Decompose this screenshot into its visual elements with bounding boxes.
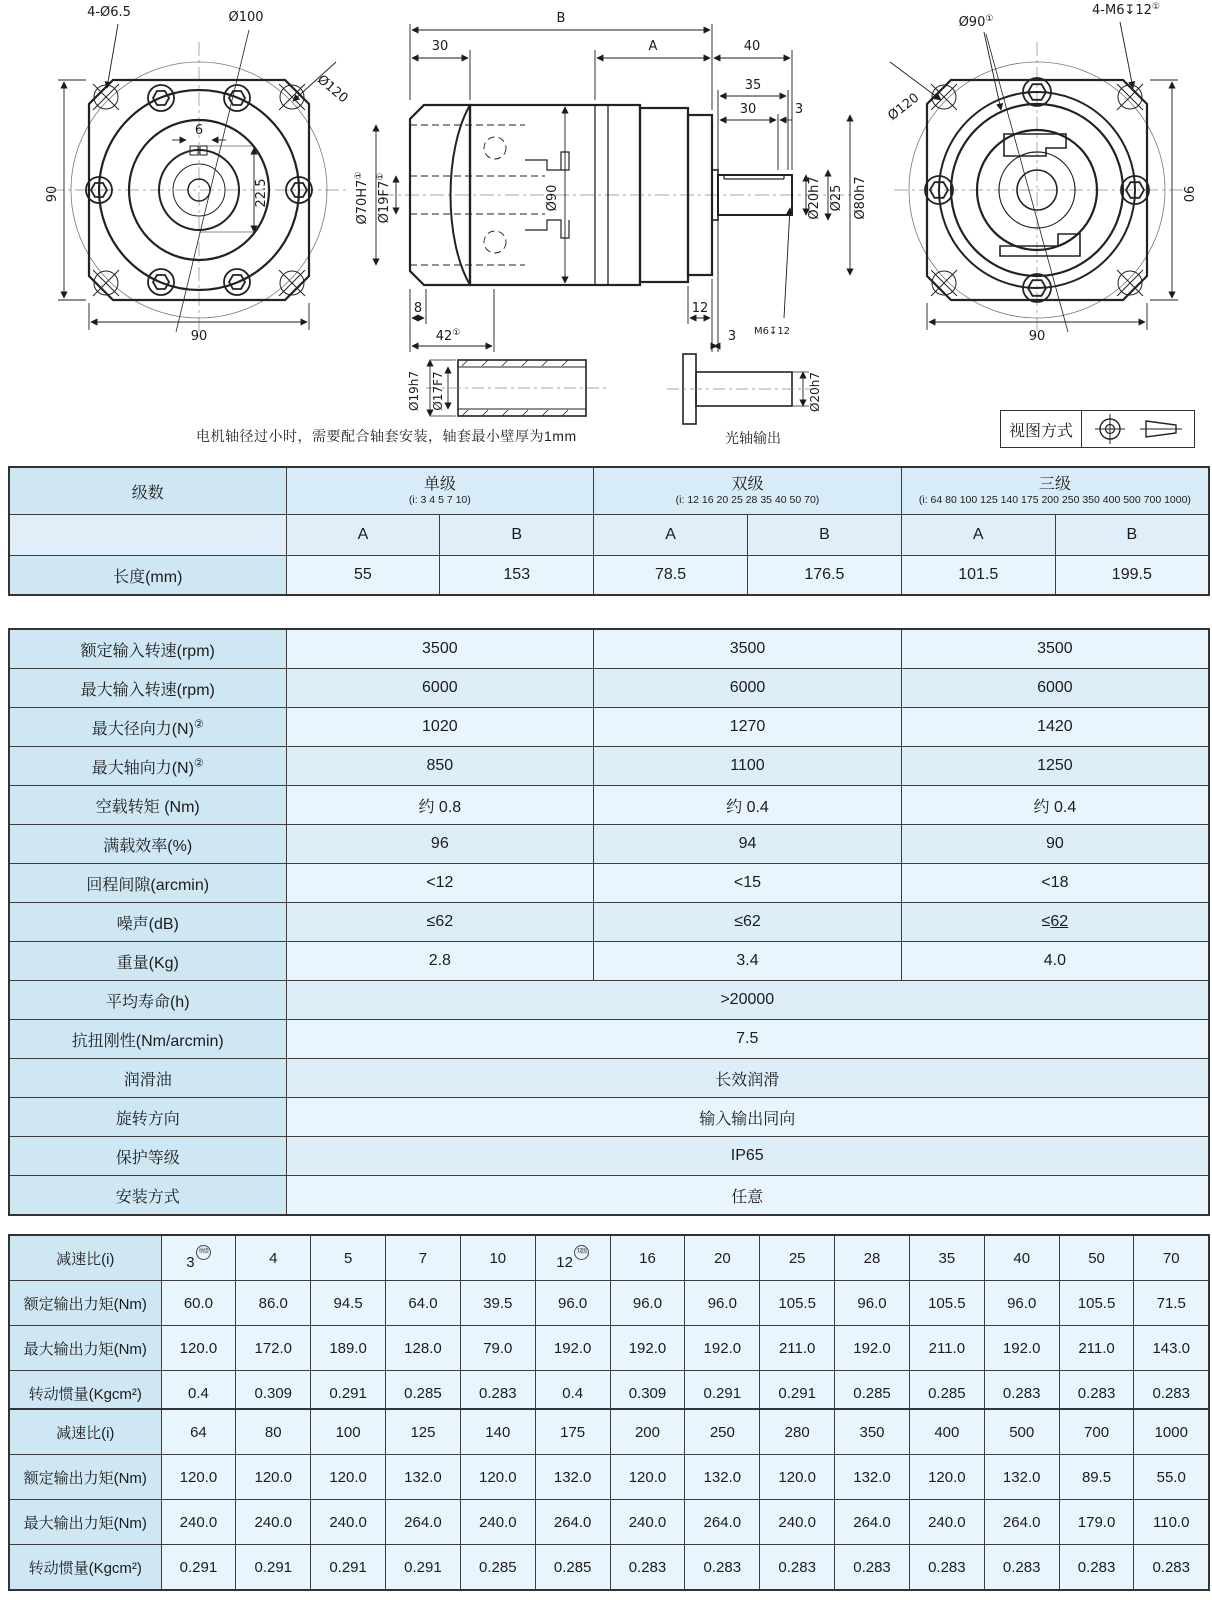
ratio-value: 0.283 (1134, 1545, 1209, 1591)
ratio-value: 0.309 (236, 1371, 311, 1417)
ratio-value: 0.285 (835, 1371, 910, 1417)
spec-value: 长效润滑 (286, 1059, 1209, 1098)
spec-row-label: 最大径向力(N)② (9, 708, 286, 747)
footnote-mark: ② (193, 757, 204, 770)
circled-annotation: 单级 (196, 1245, 211, 1260)
side-dim-3: 3 (727, 329, 737, 344)
spec-row-label: 噪声(dB) (9, 903, 286, 942)
spec-row-label: 抗扭刚性(Nm/arcmin) (9, 1020, 286, 1059)
spec-value: 3500 (594, 629, 902, 669)
ratio-value: 0.291 (311, 1371, 386, 1417)
front-key-width-dim: 6 (194, 123, 204, 138)
spec-row (9, 942, 1209, 981)
side-collar-dia-label: Ø25 (829, 184, 844, 212)
ratio-value: 132.0 (386, 1455, 461, 1500)
plain-shaft-dia-label: Ø20h7 (808, 372, 822, 412)
side-flange-width-dim: 12 (691, 301, 709, 316)
ratio-table-2 (8, 1408, 1210, 1591)
ratio-value: 120.0 (311, 1455, 386, 1500)
ratio-value: 5 (311, 1235, 386, 1281)
ratio-value: 120.0 (460, 1455, 535, 1500)
spec-value: <15 (594, 864, 902, 903)
side-body-dia-label: Ø90 (545, 184, 560, 212)
ratio-value: 120.0 (760, 1455, 835, 1500)
spec-value: 90 (901, 825, 1209, 864)
spec-value: 3.4 (594, 942, 902, 981)
spec-row (9, 1059, 1209, 1098)
ratio-value: 192.0 (984, 1326, 1059, 1371)
ratio-value: 0.283 (685, 1545, 760, 1591)
first-angle-target-icon (1095, 414, 1125, 444)
ratio-row-label: 额定输出力矩(Nm) (9, 1281, 161, 1326)
ratio-value: 250 (685, 1409, 760, 1455)
ratio-value: 264.0 (835, 1500, 910, 1545)
ratio-value: 240.0 (161, 1500, 236, 1545)
ratio-value: 0.283 (984, 1371, 1059, 1417)
side-flange-dia-label: Ø80h7 (853, 176, 868, 220)
spec-value: 7.5 (286, 1020, 1209, 1059)
ratio-row (9, 1281, 1209, 1326)
rear-view-labels (885, 2, 1195, 344)
ratio-value: 10 (460, 1235, 535, 1281)
ratio-value: 25 (760, 1235, 835, 1281)
ratio-value: 0.283 (1059, 1371, 1134, 1417)
rear-outer-circle-label: Ø120 (885, 90, 923, 124)
ratio-value: 96.0 (835, 1281, 910, 1326)
ratio-value: 105.5 (760, 1281, 835, 1326)
stage-length-table (8, 466, 1210, 596)
bushing-inner-dia-label: Ø17F7 (431, 371, 445, 411)
ratio-value: 264.0 (386, 1500, 461, 1545)
side-input-depth-dim: 30 (431, 39, 449, 54)
projection-symbols (1088, 414, 1188, 444)
spec-row (9, 1176, 1209, 1216)
stage-group-ratios: (i: 3 4 5 7 10) (408, 494, 471, 507)
rear-view-geometry (894, 34, 1188, 338)
ab-cell: B (1055, 515, 1209, 556)
rear-height-dim: 90 (1180, 185, 1195, 203)
ratio-value: 132.0 (835, 1455, 910, 1500)
spec-value: 约 0.4 (901, 786, 1209, 825)
ratio-value: 179.0 (1059, 1500, 1134, 1545)
length-value: 55 (286, 556, 440, 596)
spec-row (9, 708, 1209, 747)
spec-row-label: 最大轴向力(N)② (9, 747, 286, 786)
ratio-row-label: 额定输出力矩(Nm) (9, 1455, 161, 1500)
ratio-value: 16 (610, 1235, 685, 1281)
spec-value: 1020 (286, 708, 594, 747)
ratio-value: 79.0 (460, 1326, 535, 1371)
ratio-value: 175 (535, 1409, 610, 1455)
ab-blank-cell (9, 515, 286, 556)
ratio-value: 100 (311, 1409, 386, 1455)
ratio-value: 0.291 (760, 1371, 835, 1417)
stage-group-ratios: (i: 64 80 100 125 140 175 200 250 350 400 500 700 1000) (918, 494, 1191, 507)
spec-value: 6000 (286, 669, 594, 708)
ratio-value: 96.0 (610, 1281, 685, 1326)
ratio-value: 71.5 (1134, 1281, 1209, 1326)
spec-row (9, 786, 1209, 825)
ratio-value: 12双级 (535, 1235, 610, 1281)
ratio-value: 60.0 (161, 1281, 236, 1326)
ratio-row-label: 转动惯量(Kgcm²) (9, 1371, 161, 1417)
ratio-value: 64 (161, 1409, 236, 1455)
side-tap-callout-label: M6↧12 (753, 326, 791, 337)
ratio-value: 80 (236, 1409, 311, 1455)
ratio-value: 96.0 (685, 1281, 760, 1326)
ratio-value: 140 (460, 1409, 535, 1455)
spec-row (9, 669, 1209, 708)
spec-value: 4.0 (901, 942, 1209, 981)
ratio-row-label: 减速比(i) (9, 1235, 161, 1281)
ratio-value: 192.0 (610, 1326, 685, 1371)
circled-annotation: 双级 (574, 1245, 589, 1260)
ratio-value: 211.0 (1059, 1326, 1134, 1371)
ratio-value: 192.0 (535, 1326, 610, 1371)
rear-view-drawing (858, 0, 1212, 452)
ratio-value: 20 (685, 1235, 760, 1281)
ratio-row (9, 1326, 1209, 1371)
length-value: 153 (440, 556, 594, 596)
spec-value: 1100 (594, 747, 902, 786)
ratio-row-label: 减速比(i) (9, 1409, 161, 1455)
ab-cell: B (747, 515, 901, 556)
ab-cell: A (594, 515, 748, 556)
spec-row-label: 重量(Kg) (9, 942, 286, 981)
front-bolt-circle-label: Ø100 (228, 10, 264, 25)
technical-drawings-section (0, 0, 1212, 462)
ratio-value: 120.0 (236, 1455, 311, 1500)
rear-tap-callout-label: 4-M6↧12① (1092, 2, 1160, 18)
ratio-value: 211.0 (909, 1326, 984, 1371)
ratio-value: 7 (386, 1235, 461, 1281)
ratio-value: 0.291 (685, 1371, 760, 1417)
view-mode-box (1000, 410, 1195, 448)
ratio-value: 96.0 (535, 1281, 610, 1326)
spec-row (9, 825, 1209, 864)
length-value: 199.5 (1055, 556, 1209, 596)
ratio-value: 0.291 (386, 1545, 461, 1591)
ratio-value: 125 (386, 1409, 461, 1455)
spec-row-label: 空载转矩 (Nm) (9, 786, 286, 825)
front-width-dim: 90 (190, 329, 208, 344)
spec-table (8, 628, 1210, 1216)
length-label-cell: 长度(mm) (9, 556, 286, 596)
front-hub-dim: 22.5 (254, 178, 269, 208)
ratio-value: 172.0 (236, 1326, 311, 1371)
spec-value: 6000 (594, 669, 902, 708)
ratio-row-label: 最大输出力矩(Nm) (9, 1500, 161, 1545)
spec-value: 输入输出同向 (286, 1098, 1209, 1137)
side-dim-42: 42① (435, 328, 461, 344)
ratio-row (9, 1500, 1209, 1545)
side-shaft-dia-label: Ø20h7 (807, 176, 822, 220)
spec-row (9, 1020, 1209, 1059)
spec-value: <18 (901, 864, 1209, 903)
bushing-outer-dia-label: Ø19h7 (407, 371, 421, 411)
ratio-value: 192.0 (835, 1326, 910, 1371)
ratio-value: 40 (984, 1235, 1059, 1281)
ab-cell: A (901, 515, 1055, 556)
ratio-value: 240.0 (236, 1500, 311, 1545)
ratio-value: 0.283 (835, 1545, 910, 1591)
ratio-value: 3单级 (161, 1235, 236, 1281)
ratio-value: 28 (835, 1235, 910, 1281)
ratio-value: 120.0 (909, 1455, 984, 1500)
plain-shaft-drawing (655, 350, 855, 428)
side-shaft-len-dim: 40 (743, 39, 761, 54)
ratio-value: 105.5 (1059, 1281, 1134, 1326)
ratio-value: 0.283 (1134, 1371, 1209, 1417)
stage-group-double (594, 467, 902, 515)
plain-shaft-geometry (667, 354, 813, 424)
spec-row (9, 864, 1209, 903)
ratio-value: 700 (1059, 1409, 1134, 1455)
ratio-value: 192.0 (685, 1326, 760, 1371)
spec-value: 6000 (901, 669, 1209, 708)
spec-row (9, 1098, 1209, 1137)
ab-cell: B (440, 515, 594, 556)
ab-subheader-row (9, 515, 1209, 556)
ratio-value: 89.5 (1059, 1455, 1134, 1500)
spec-value: IP65 (286, 1137, 1209, 1176)
ratio-value: 240.0 (460, 1500, 535, 1545)
ratio-value: 240.0 (909, 1500, 984, 1545)
spec-value: 3500 (286, 629, 594, 669)
spec-value: 3500 (901, 629, 1209, 669)
spec-row-label: 满载效率(%) (9, 825, 286, 864)
ratio-value: 0.283 (1059, 1545, 1134, 1591)
ratio-value: 0.285 (386, 1371, 461, 1417)
ratio-value: 4 (236, 1235, 311, 1281)
bushing-geometry (426, 360, 610, 416)
spec-value: 94 (594, 825, 902, 864)
side-key-gap-dim: 3 (794, 102, 804, 117)
stage-group-name: 双级 (731, 475, 764, 493)
ratio-value: 1000 (1134, 1409, 1209, 1455)
rear-width-dim: 90 (1028, 329, 1046, 344)
front-height-dim: 90 (45, 185, 60, 203)
spec-value: ≤62 (901, 903, 1209, 942)
spec-row-label: 平均寿命(h) (9, 981, 286, 1020)
ratio-value: 35 (909, 1235, 984, 1281)
spec-row-label: 回程间隙(arcmin) (9, 864, 286, 903)
spec-row (9, 629, 1209, 669)
spec-row (9, 903, 1209, 942)
ratio-table-1 (8, 1234, 1210, 1417)
spec-row-label: 润滑油 (9, 1059, 286, 1098)
front-hole-callout-label: 4-Ø6.5 (87, 5, 131, 20)
ratio-value: 0.283 (610, 1545, 685, 1591)
spec-row-label: 旋转方向 (9, 1098, 286, 1137)
length-value: 101.5 (901, 556, 1055, 596)
ratio-value: 55.0 (1134, 1455, 1209, 1500)
spec-value: 任意 (286, 1176, 1209, 1216)
spec-row (9, 981, 1209, 1020)
spec-value: 约 0.8 (286, 786, 594, 825)
stage-group-triple (901, 467, 1209, 515)
ratio-value: 400 (909, 1409, 984, 1455)
stage-group-ratios: (i: 12 16 20 25 28 35 40 50 70) (675, 494, 820, 507)
ratio-value: 120.0 (161, 1326, 236, 1371)
length-value: 78.5 (594, 556, 748, 596)
ratio-value: 96.0 (984, 1281, 1059, 1326)
footnote-mark: ② (193, 718, 204, 731)
ratio-value: 0.285 (535, 1545, 610, 1591)
side-pilot-dia-label: Ø70H7① (354, 171, 370, 225)
ratio-value: 0.4 (535, 1371, 610, 1417)
spec-row-label: 安装方式 (9, 1176, 286, 1216)
ratio-value: 0.4 (161, 1371, 236, 1417)
ratio-value: 280 (760, 1409, 835, 1455)
spec-value: ≤62 (594, 903, 902, 942)
ratio-value: 120.0 (161, 1455, 236, 1500)
ratio-value: 128.0 (386, 1326, 461, 1371)
front-outer-circle-label: Ø120 (314, 72, 351, 107)
spec-row (9, 747, 1209, 786)
stage-header-row (9, 467, 1209, 515)
ratio-value: 132.0 (984, 1455, 1059, 1500)
ratio-value: 0.291 (311, 1545, 386, 1591)
stage-group-single (286, 467, 594, 515)
length-value: 176.5 (747, 556, 901, 596)
spec-value: 1420 (901, 708, 1209, 747)
ratio-value: 350 (835, 1409, 910, 1455)
ab-cell: A (286, 515, 440, 556)
spec-value: 1250 (901, 747, 1209, 786)
plain-shaft-caption: 光轴输出 (725, 430, 781, 446)
ratio-value: 0.291 (161, 1545, 236, 1591)
spec-value: 2.8 (286, 942, 594, 981)
ratio-value: 0.283 (760, 1545, 835, 1591)
ratio-value: 240.0 (311, 1500, 386, 1545)
first-angle-cone-icon (1140, 421, 1182, 437)
ratio-value: 0.291 (236, 1545, 311, 1591)
ratio-row (9, 1409, 1209, 1455)
ratio-value: 143.0 (1134, 1326, 1209, 1371)
side-view-labels (354, 11, 868, 344)
spec-row-label: 保护等级 (9, 1137, 286, 1176)
ratio-value: 0.283 (984, 1545, 1059, 1591)
stage-group-name: 单级 (423, 475, 456, 493)
spec-table-body (9, 629, 1209, 1215)
ratio-value: 0.285 (909, 1371, 984, 1417)
ratio-value: 500 (984, 1409, 1059, 1455)
ratio-value: 64.0 (386, 1281, 461, 1326)
stage-group-name: 三级 (1038, 475, 1071, 493)
spec-value: >20000 (286, 981, 1209, 1020)
ratio-value: 240.0 (760, 1500, 835, 1545)
ratio-value: 264.0 (685, 1500, 760, 1545)
front-view-drawing (14, 0, 370, 452)
ratio-value: 94.5 (311, 1281, 386, 1326)
side-overall-dim: B (556, 11, 566, 26)
ratio-row-label: 最大输出力矩(Nm) (9, 1326, 161, 1371)
ratio-table-2-body (9, 1409, 1209, 1590)
ratio-value: 189.0 (311, 1326, 386, 1371)
view-mode-label: 视图方式 (1001, 411, 1082, 447)
stage-label-cell: 级数 (9, 467, 286, 515)
view-mode-icons (1082, 411, 1194, 447)
length-row (9, 556, 1209, 596)
spec-row-label: 最大输入转速(rpm) (9, 669, 286, 708)
ratio-value: 264.0 (984, 1500, 1059, 1545)
ratio-value: 0.283 (909, 1545, 984, 1591)
ratio-value: 86.0 (236, 1281, 311, 1326)
spec-value: 850 (286, 747, 594, 786)
side-dim-8: 8 (413, 301, 423, 316)
side-view-dimensions (376, 24, 850, 352)
side-key-len-dim: 30 (739, 102, 757, 117)
spec-row (9, 1137, 1209, 1176)
ratio-value: 0.309 (610, 1371, 685, 1417)
ratio-value: 200 (610, 1409, 685, 1455)
ratio-row (9, 1235, 1209, 1281)
ratio-value: 50 (1059, 1235, 1134, 1281)
ratio-row (9, 1455, 1209, 1500)
spec-value: 1270 (594, 708, 902, 747)
ratio-row (9, 1545, 1209, 1591)
ratio-row-label: 转动惯量(Kgcm²) (9, 1545, 161, 1591)
ratio-value: 105.5 (909, 1281, 984, 1326)
underlined-value: 62 (1050, 913, 1069, 930)
side-bore-dia-label: Ø19F7① (376, 172, 392, 224)
ratio-value: 39.5 (460, 1281, 535, 1326)
ratio-value: 110.0 (1134, 1500, 1209, 1545)
ratio-value: 70 (1134, 1235, 1209, 1281)
bushing-detail-drawing (330, 352, 630, 424)
front-view-labels (45, 5, 350, 344)
ratio-value: 132.0 (685, 1455, 760, 1500)
side-key-end-dim: 35 (744, 78, 762, 93)
ratio-value: 120.0 (610, 1455, 685, 1500)
ratio-value: 0.285 (460, 1545, 535, 1591)
front-view-geometry (50, 30, 351, 338)
side-body-len-dim: A (648, 39, 658, 54)
ratio-table-1-body (9, 1235, 1209, 1416)
spec-value: ≤62 (286, 903, 594, 942)
rear-pilot-dia-label: Ø90① (958, 14, 994, 30)
spec-value: 约 0.4 (594, 786, 902, 825)
spec-value: 96 (286, 825, 594, 864)
ratio-value: 0.283 (460, 1371, 535, 1417)
ratio-value: 132.0 (535, 1455, 610, 1500)
spec-value: <12 (286, 864, 594, 903)
ratio-value: 264.0 (535, 1500, 610, 1545)
ratio-value: 211.0 (760, 1326, 835, 1371)
bushing-note: 电机轴径过小时，需要配合轴套安装，轴套最小壁厚为1mm (196, 428, 577, 444)
ratio-value: 240.0 (610, 1500, 685, 1545)
spec-row-label: 额定输入转速(rpm) (9, 629, 286, 669)
